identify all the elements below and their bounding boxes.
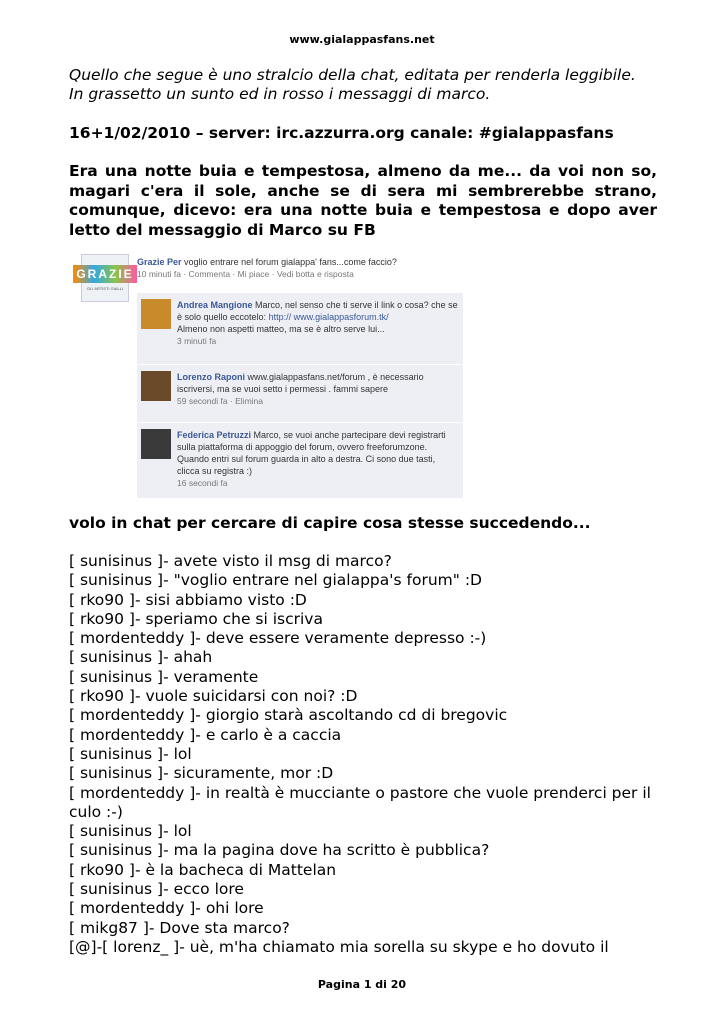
comment-text: Marco, se vuoi anche partecipare devi registrarti sulla piattaforma di appoggio del forum, ovvero freeforumzone. Quando entri sul forum guarda in alto a destra. Ci sono due tasti, clicca su registra :) bbox=[177, 430, 446, 476]
comment-link[interactable]: www.gialappasforum.tk/ bbox=[293, 312, 389, 322]
chat-line: [ mordenteddy ]- e carlo è a caccia bbox=[69, 725, 342, 744]
chat-line: [ sunisinus ]- sicuramente, mor :D bbox=[69, 764, 334, 783]
comment-meta: 3 minuti fa bbox=[177, 336, 217, 346]
fb-comment bbox=[137, 364, 463, 421]
comment-body bbox=[177, 299, 459, 347]
comment-author[interactable]: Andrea Mangione bbox=[177, 300, 253, 310]
chat-line: [ rko90 ]- è la bacheca di Mattelan bbox=[69, 860, 337, 879]
chat-line: [ sunisinus ]- lol bbox=[69, 822, 192, 841]
comment-meta: 16 secondi fa bbox=[177, 478, 228, 488]
fb-post bbox=[137, 256, 467, 280]
avatar[interactable] bbox=[141, 371, 171, 401]
chat-line: [ mordenteddy ]- deve essere veramente depresso :-) bbox=[69, 629, 487, 648]
intro-line-2: In grassetto un sunto ed in rosso i messaggi di marco. bbox=[69, 85, 491, 103]
post-author[interactable]: Grazie Per bbox=[137, 257, 182, 267]
comment-author[interactable]: Lorenzo Raponi bbox=[177, 372, 245, 382]
section-title: volo in chat per cercare di capire cosa stesse succedendo... bbox=[69, 514, 591, 532]
chat-line: [@]-[ lorenz_ ]- uè, m'ha chiamato mia sorella su skype e ho dovuto il bbox=[69, 937, 609, 956]
fb-comment bbox=[137, 292, 463, 363]
chat-line: [ sunisinus ]- lol bbox=[69, 744, 192, 763]
chat-log bbox=[69, 552, 657, 957]
page-header: www.gialappasfans.net bbox=[289, 33, 435, 46]
comment-link-prefix[interactable]: http:// bbox=[268, 312, 292, 322]
post-meta: 10 minuti fa · Commenta · Mi piace · Vedi botta e risposta bbox=[137, 269, 354, 279]
chat-line: [ sunisinus ]- ma la pagina dove ha scritto è pubblica? bbox=[69, 841, 490, 860]
chat-line: [ sunisinus ]- ahah bbox=[69, 648, 213, 667]
page-footer: Pagina 1 di 20 bbox=[317, 978, 407, 991]
chat-line: [ sunisinus ]- avete visto il msg di marco? bbox=[69, 552, 392, 570]
facebook-screenshot bbox=[76, 254, 463, 498]
server-line: 16+1/02/2010 – server: irc.azzurra.org canale: #gialappasfans bbox=[69, 124, 614, 142]
chat-line: [ rko90 ]- sisi abbiamo visto :D bbox=[69, 590, 307, 609]
chat-line: [ sunisinus ]- "voglio entrare nel gialappa's forum" :D bbox=[69, 571, 482, 590]
comment-author[interactable]: Federica Petruzzi bbox=[177, 430, 252, 440]
avatar[interactable] bbox=[141, 429, 171, 459]
comment-extra: Almeno non aspetti matteo, ma se è altro serve lui... bbox=[177, 324, 385, 334]
page-content bbox=[69, 66, 657, 956]
intro-text bbox=[69, 66, 657, 104]
comment-meta[interactable]: 59 secondi fa · Elimina bbox=[177, 396, 263, 406]
comment-text: www.gialappasfans.net/forum , è necessario iscriversi, ma se vuoi setto i permessi . fammi sapere bbox=[177, 372, 424, 394]
chat-line: [ rko90 ]- speriamo che si iscriva bbox=[69, 609, 323, 628]
logo-subtext: GLI ARTISTI GIALLI bbox=[86, 286, 124, 291]
comment-text: Marco, nel senso che ti serve il link o cosa? che se è solo quello eccotelo: bbox=[177, 300, 458, 322]
logo-text: GRAZIE bbox=[73, 265, 136, 283]
chat-line: [ mordenteddy ]- giorgio starà ascoltando cd di bregovic bbox=[69, 706, 508, 725]
chat-line: [ rko90 ]- vuole suicidarsi con noi? :D bbox=[69, 687, 358, 706]
fb-comment bbox=[137, 422, 463, 499]
fb-comments bbox=[137, 292, 463, 498]
chat-line: [ sunisinus ]- ecco lore bbox=[69, 880, 244, 899]
chat-line: [ sunisinus ]- veramente bbox=[69, 667, 259, 686]
chat-line: [ mordenteddy ]- in realtà è mucciante o pastore che vuole prenderci per il culo :-) bbox=[69, 783, 651, 821]
post-message: voglio entrare nel forum gialappa' fans...come faccio? bbox=[184, 257, 397, 267]
page-logo bbox=[76, 254, 134, 302]
comment-body bbox=[177, 371, 459, 407]
comment-body bbox=[177, 429, 459, 489]
story-paragraph: Era una notte buia e tempestosa, almeno da me... da voi non so, magari c'era il sole, anche se di sera mi sembrerebbe strano, comunque, dicevo: era una notte buia e tempestosa e dopo aver letto del messaggio di Marco su FB bbox=[69, 162, 657, 239]
chat-line: [ mordenteddy ]- ohi lore bbox=[69, 899, 264, 918]
avatar[interactable] bbox=[141, 299, 171, 329]
chat-line: [ mikg87 ]- Dove sta marco? bbox=[69, 918, 290, 937]
intro-line-1: Quello che segue è uno stralcio della chat, editata per renderla leggibile. bbox=[69, 66, 636, 84]
